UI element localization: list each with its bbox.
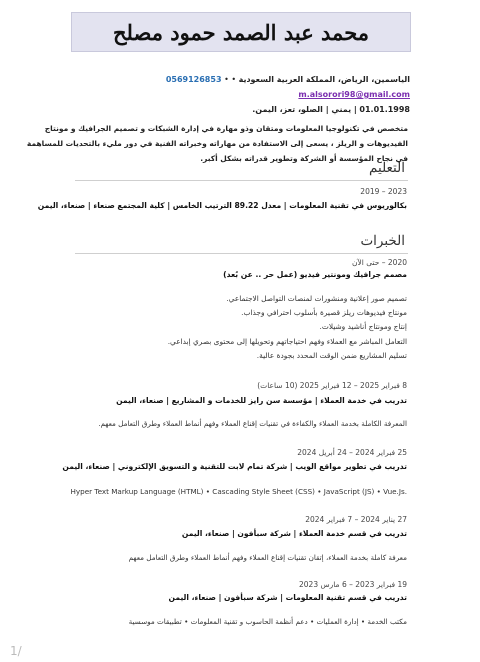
location: الياسمين، الرياض، المملكة العربية السعودية bbox=[238, 75, 410, 84]
birth-place: يمني | الصلو، تعز، اليمن. bbox=[252, 105, 352, 114]
experience-description: المعرفة الكاملة بخدمة العملاء والكفاءة في تقنيات إقناع العملاء وفهم أنماط العملاء وطرق التعامل معهم. bbox=[98, 419, 407, 428]
experience-heading: الخبرات bbox=[360, 233, 405, 249]
experience-title: تدريب في قسم تقنية المعلومات | شركة سبأفون | صنعاء، اليمن bbox=[168, 593, 407, 602]
experience-title: مصمم جرافيك ومونتير فيديو (عمل حر .. عن بُعد) bbox=[223, 270, 407, 279]
experience-line: تصميم صور إعلانية ومنشورات لمنصات التواصل الاجتماعي. bbox=[226, 294, 407, 303]
email-link[interactable]: m.alsorori98@gmail.com bbox=[298, 90, 410, 99]
experience-title: تدريب في خدمة العملاء | مؤسسة سن رايز للخدمات و المشاريع | صنعاء، اليمن bbox=[116, 396, 407, 405]
education-dates: 2019 – 2023 bbox=[360, 187, 407, 196]
experience-dates: 27 يناير 2024 – 7 فبراير 2024 bbox=[305, 515, 407, 524]
experience-description: معرفة كاملة بخدمة العملاء، إتقان تقنيات إقناع العملاء وفهم أنماط العملاء وطرق التعامل معهم bbox=[128, 553, 407, 562]
experience-dates: 25 فبراير 2024 – 24 أبريل 2024 bbox=[297, 448, 407, 457]
experience-line: تسليم المشاريع ضمن الوقت المحدد بجودة عالية. bbox=[256, 351, 407, 360]
experience-title: تدريب في تطوير مواقع الويب | شركة تمام لابت للتقنية و التسويق الإلكتروني | صنعاء، اليمن bbox=[62, 462, 407, 471]
page-number: 1/ bbox=[10, 644, 22, 658]
experience-line: التعامل المباشر مع العملاء وفهم احتياجاتهم وتحويلها إلى محتوى بصري إبداعي. bbox=[167, 337, 407, 346]
experience-dates: 2020 – حتى الآن bbox=[351, 258, 407, 267]
education-heading: التعليم bbox=[369, 160, 405, 176]
birth-date: 01.01.1998 bbox=[359, 105, 410, 114]
experience-dates: 19 فبراير 2023 – 6 مارس 2023 bbox=[299, 580, 407, 589]
phone-number[interactable]: 0569126853 bbox=[165, 75, 222, 84]
contact-block bbox=[70, 72, 410, 117]
full-name: محمد عبد الصمد حمود مصلح bbox=[113, 19, 369, 45]
experience-dates: 8 فبراير 2025 – 12 فبراير 2025 (10 ساعات) bbox=[257, 381, 407, 390]
experience-description: Hyper Text Markup Language (HTML) • Cascading Style Sheet (CSS) • JavaScript (JS) • Vue.Js. bbox=[70, 487, 407, 496]
education-title: بكالوريوس في تقنية المعلومات | معدل 89.22 الترتيب الخامس | كلية المجتمع صنعاء | صنعاء، اليمن bbox=[37, 201, 407, 210]
experience-title: تدريب في قسم خدمة العملاء | شركة سبأفون | صنعاء، اليمن bbox=[181, 529, 407, 538]
experience-line: إنتاج ومونتاج أناشيد وشيلات. bbox=[319, 322, 407, 331]
experience-line: مونتاج فيديوهات ريلز قصيرة بأسلوب احترافي وجذاب. bbox=[241, 308, 407, 317]
profile-summary: متخصص في تكنولوجيا المعلومات ومتقان وذو مهارة في إدارة الشبكات و تصميم الجرافيك و مونتاج الفيديوهات و الريلز ، يسعى إلى الاستفادة من مهاراته وخبراته الفنية في دور مليء بالتحديات للمساهمة في نجاح المؤسسة أو الشركة وتطوير قدراته بشكل أكبر. bbox=[26, 124, 408, 163]
education-divider bbox=[75, 180, 408, 181]
experience-divider bbox=[75, 253, 408, 254]
contact-line-2: 01.01.1998 | يمني | الصلو، تعز، اليمن. bbox=[252, 105, 410, 114]
experience-description: مكتب الخدمة • إدارة العمليات • دعم أنظمة الحاسوب و تقنية المعلومات • تطبيقات موسسية bbox=[128, 617, 407, 626]
name-banner bbox=[71, 12, 411, 52]
contact-line-1: الياسمين، الرياض، المملكة العربية السعودية • 0569126853 • m.alsorori98@gmail.com bbox=[165, 75, 410, 99]
